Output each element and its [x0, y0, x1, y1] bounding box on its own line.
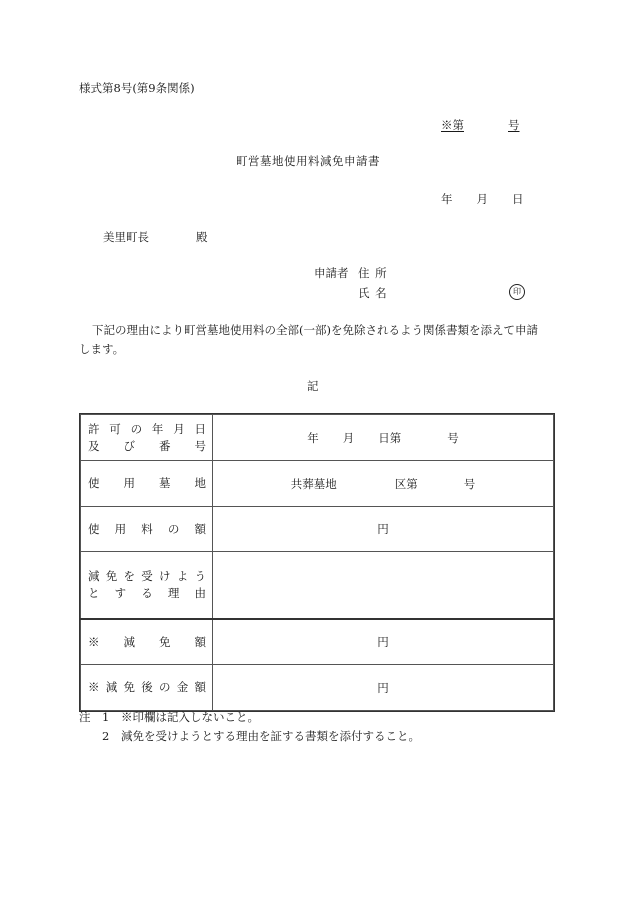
table-row [81, 461, 554, 507]
addressee-honorific: 殿 [196, 230, 208, 244]
cemetery-section: 区第 [394, 476, 418, 491]
fee-label: 使用料の額 [88, 521, 206, 536]
seal-mark: 印 [509, 284, 525, 300]
reference-number [441, 120, 520, 132]
reduction-yen: 円 [377, 635, 389, 649]
fee-label-cell [81, 507, 213, 552]
date-day: 日 [512, 192, 524, 206]
fee-yen: 円 [377, 522, 389, 536]
permit-label-line2: 及び番号 [88, 438, 206, 453]
cemetery-value-cell[interactable] [213, 461, 554, 507]
table-row [81, 665, 554, 711]
fee-value-cell[interactable] [213, 507, 554, 552]
reference-suffix: 号 [508, 118, 520, 132]
form-number: 様式第8号(第9条関係) [79, 81, 195, 95]
cemetery-label-cell [81, 461, 213, 507]
reduction-label: ※減免額 [88, 634, 206, 649]
reason-value-cell[interactable] [213, 552, 554, 620]
date-line [441, 194, 524, 206]
name-label: 氏 名 [358, 286, 387, 300]
document-title: 町営墓地使用料減免申請書 [236, 154, 380, 168]
after-reduction-label-cell [81, 665, 213, 711]
note-1-number: 1 [102, 710, 110, 724]
table-row [81, 619, 554, 665]
note-1-text: ※印欄は記入しないこと。 [121, 710, 259, 724]
applicant-label: 申請者 [314, 266, 349, 280]
body-text-line2: します。 [79, 342, 125, 356]
permit-year: 年 [307, 430, 319, 445]
application-table [79, 413, 555, 712]
table-row [81, 507, 554, 552]
note-prefix: 注 [79, 710, 91, 724]
date-year: 年 [441, 192, 453, 206]
permit-value-cell[interactable] [213, 415, 554, 461]
reduction-value-cell[interactable] [213, 619, 554, 665]
body-text-line1: 下記の理由により町営墓地使用料の全部(一部)を免除されるよう関係書類を添えて申請 [92, 323, 538, 337]
after-reduction-yen: 円 [377, 680, 389, 695]
reference-prefix: ※第 [441, 118, 464, 132]
reason-label-line1: 減免を受けよう [88, 569, 206, 583]
reduction-label-cell [81, 619, 213, 665]
address-label: 住 所 [358, 266, 387, 280]
cemetery-suffix: 号 [463, 476, 476, 491]
table-row [81, 415, 554, 461]
permit-label-cell [81, 415, 213, 461]
after-reduction-value-cell[interactable] [213, 665, 554, 711]
note-2-text: 減免を受けようとする理由を証する書類を添付すること。 [121, 729, 420, 743]
permit-suffix: 号 [447, 430, 459, 445]
cemetery-name: 共葬墓地 [290, 476, 337, 491]
permit-day-no: 日第 [378, 430, 402, 445]
date-month: 月 [476, 192, 488, 206]
addressee-name: 美里町長 [103, 230, 149, 244]
after-reduction-label: ※減免後の金額 [88, 680, 206, 694]
cemetery-label: 使用墓地 [88, 476, 206, 490]
reason-label-line2: とする理由 [88, 586, 206, 600]
permit-label-line1: 許可の年月日 [88, 421, 206, 436]
ki-heading: 記 [307, 379, 319, 393]
permit-month: 月 [342, 430, 355, 445]
note-2-number: 2 [102, 729, 110, 743]
table-row [81, 552, 554, 620]
reason-label-cell [81, 552, 213, 620]
